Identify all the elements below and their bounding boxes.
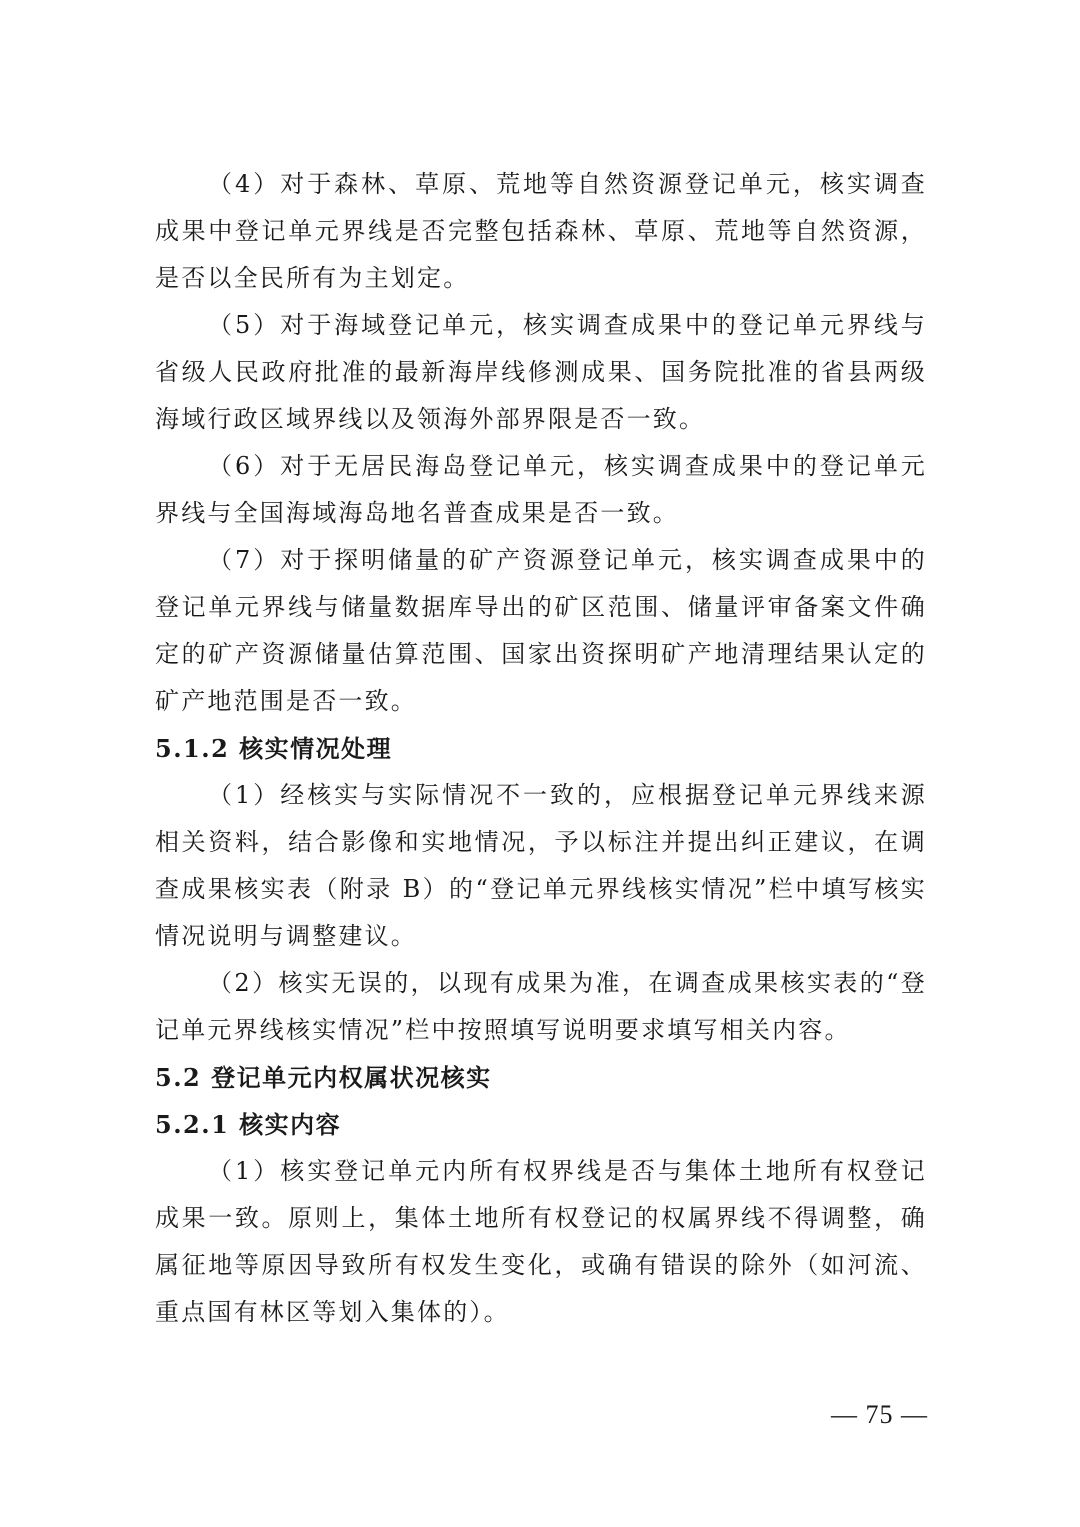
body-text [155,161,927,1336]
paragraph-item-6: （6）对于无居民海岛登记单元，核实调查成果中的登记单元界线与全国海域海岛地名普查成果是否一致。 [155,452,927,527]
paragraph-item-4: （4）对于森林、草原、荒地等自然资源登记单元，核实调查成果中登记单元界线是否完整包括森林、草原、荒地等自然资源，是否以全民所有为主划定。 [155,170,927,292]
page-number: — 75 — [831,1400,928,1429]
paragraph-5-2-1-item-1: （1）核实登记单元内所有权界线是否与集体土地所有权登记成果一致。原则上，集体土地所有权登记的权属界线不得调整，确属征地等原因导致所有权发生变化，或确有错误的除外（如河流、重点国有林区等划入集体的）。 [155,1157,927,1326]
section-heading-5-2-1: 5.2.1 核实内容 [155,1110,342,1139]
paragraph-item-7: （7）对于探明储量的矿产资源登记单元，核实调查成果中的登记单元界线与储量数据库导出的矿区范围、储量评审备案文件确定的矿产资源储量估算范围、国家出资探明矿产地清理结果认定的矿产地范围是否一致。 [155,546,927,715]
paragraph-5-1-2-item-1: （1）经核实与实际情况不一致的，应根据登记单元界线来源相关资料，结合影像和实地情况，予以标注并提出纠正建议，在调查成果核实表（附录 B）的“登记单元界线核实情况”栏中填写核实情况说明与调整建议。 [155,781,927,950]
paragraph-5-1-2-item-2: （2）核实无误的，以现有成果为准，在调查成果核实表的“登记单元界线核实情况”栏中按照填写说明要求填写相关内容。 [155,969,927,1044]
section-heading-5-2: 5.2 登记单元内权属状况核实 [155,1063,492,1092]
paragraph-item-5: （5）对于海域登记单元，核实调查成果中的登记单元界线与省级人民政府批准的最新海岸线修测成果、国务院批准的省县两级海域行政区域界线以及领海外部界限是否一致。 [155,311,927,433]
section-heading-5-1-2: 5.1.2 核实情况处理 [155,734,393,763]
